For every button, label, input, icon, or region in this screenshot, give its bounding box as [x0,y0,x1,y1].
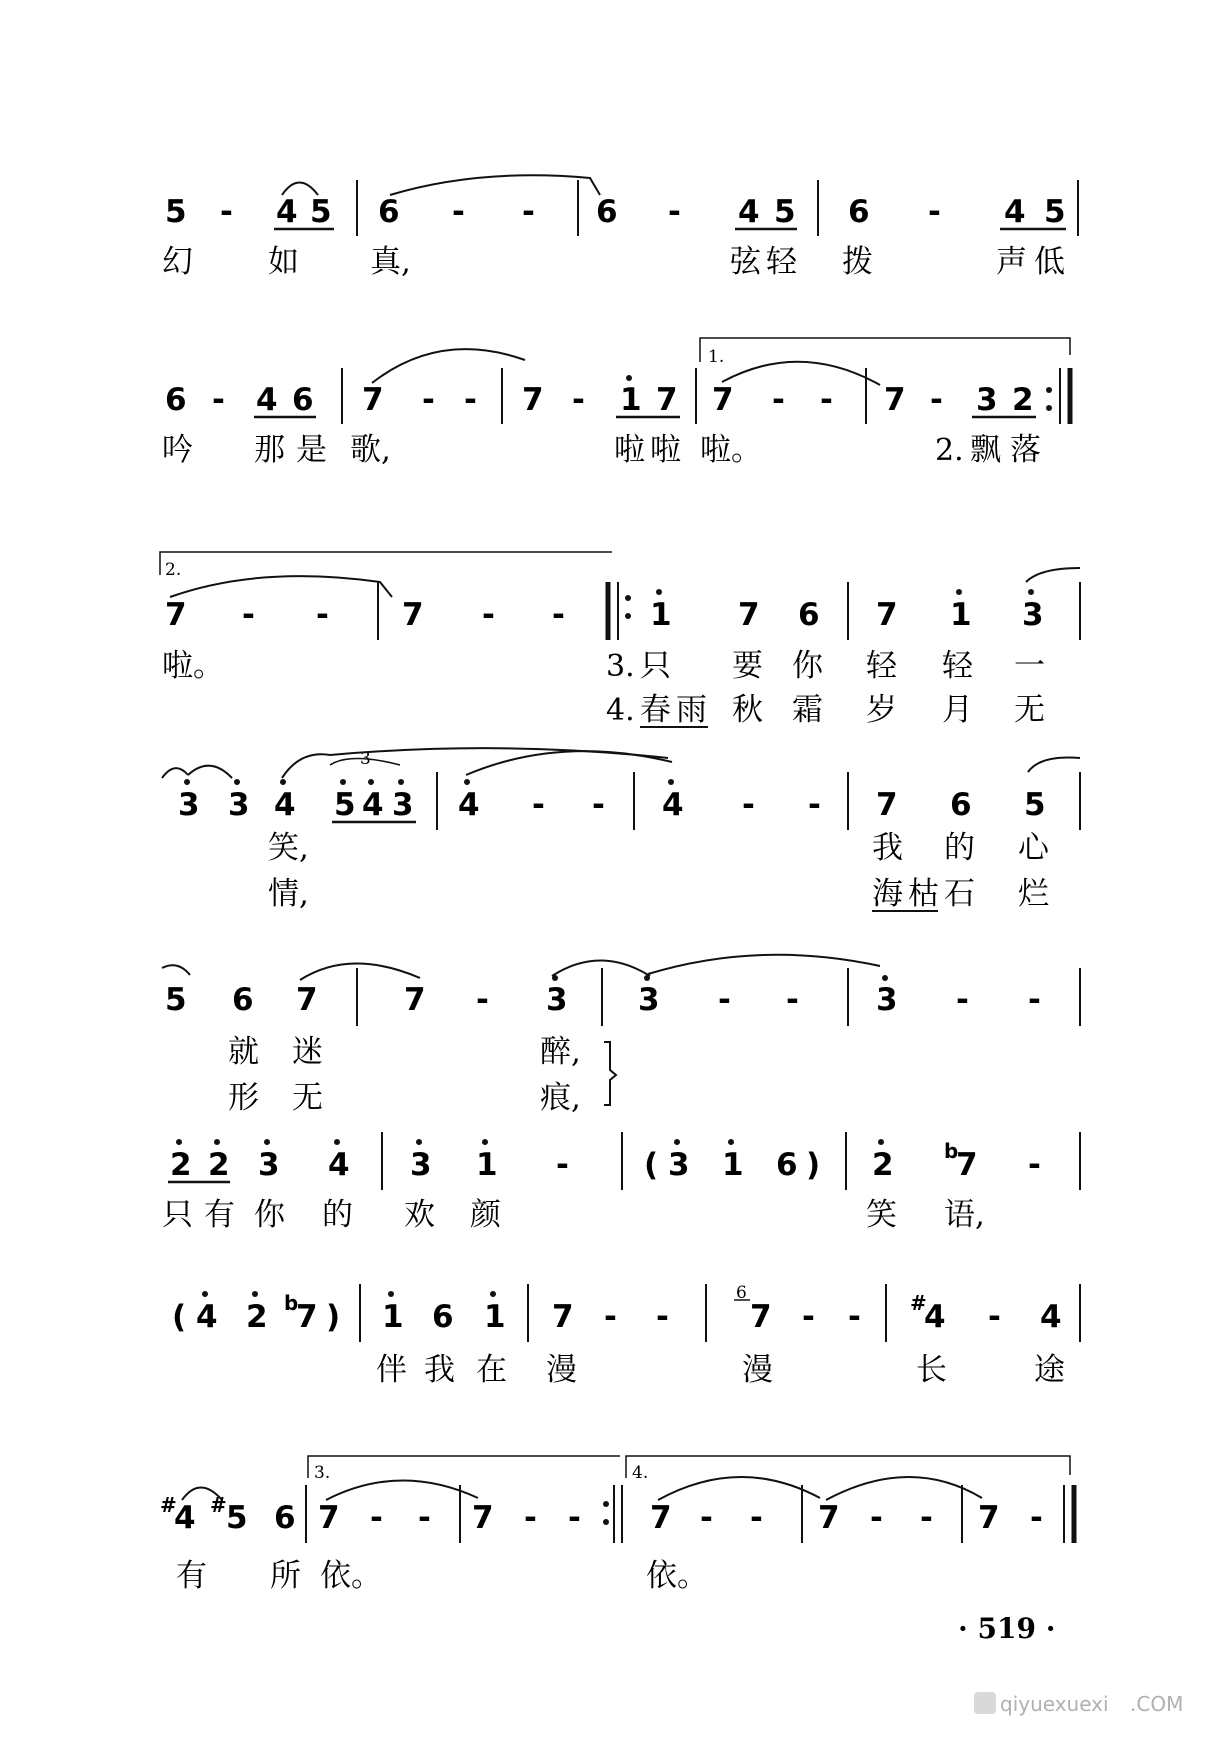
note: 4 [1040,1299,1062,1335]
lyric: 心 [1018,830,1049,866]
note: 1 [484,1299,506,1335]
watermark [974,1692,1183,1716]
note: - [920,1500,933,1536]
note: 7 [165,597,187,633]
note: 4 [1004,194,1026,230]
note: 6 [165,382,187,418]
note: 7 [318,1500,340,1536]
note: 5 [226,1500,248,1536]
note: - [820,382,833,418]
note: - [418,1500,431,1536]
lyric: 你 [792,648,823,684]
note: - [988,1299,1001,1335]
note: 3 [976,382,998,418]
note: 5 [774,194,796,230]
lyric: 真, [370,244,411,280]
lyric: 啦 [614,432,645,468]
lyric: 依。 [646,1558,708,1594]
note: - [452,194,465,230]
note: 7 [296,982,318,1018]
note: - [316,597,329,633]
lyric: 轻 [766,244,797,280]
verse-number: 4. [606,693,635,728]
lyric: 无 [292,1080,323,1116]
note: - [572,382,585,418]
lyric: 语, [944,1197,985,1233]
note: 7 [650,1500,672,1536]
note: 2 [246,1299,268,1335]
note: - [370,1500,383,1536]
note: 4 [256,382,278,418]
lyric: 情, [268,876,309,912]
line-2 [162,338,1070,468]
lyric: 弦 [730,244,761,280]
lyric: 迷 [292,1034,323,1070]
note: 1 [950,597,972,633]
note: 6 [432,1299,454,1335]
lyric: 形 [228,1080,259,1116]
watermark-brand: qiyuexuexi [1000,1692,1109,1716]
note: - [802,1299,815,1335]
lyric: 只 [640,648,671,684]
note: 2 [208,1147,230,1183]
note: 3 [392,787,414,823]
note: - [786,982,799,1018]
note: 4 [276,194,298,230]
lyric: 啦。 [162,648,224,684]
lyric: 无 [1014,692,1045,728]
lyric: 枯 [908,876,939,912]
line-3 [160,552,1080,728]
lyric: 你 [254,1197,285,1233]
note: 7 [402,597,424,633]
lyric: 月 [942,692,973,728]
note: 7 [522,382,544,418]
note: ) [806,1147,821,1183]
note: - [1030,1500,1043,1536]
lyric: 有 [176,1558,207,1594]
note: 5 [310,194,332,230]
note: - [718,982,731,1018]
lyric: 的 [944,830,975,866]
note: 2 [170,1147,192,1183]
lyric: 我 [872,830,903,866]
lyric: 在 [476,1352,507,1388]
verse-number: 2. [935,433,964,468]
note: 7 [876,597,898,633]
note: 1 [722,1147,744,1183]
note: - [870,1500,883,1536]
lyric: 漫 [742,1352,773,1388]
lyric: 霜 [792,692,823,728]
sharp-sign: # [160,1493,177,1517]
note: 7 [818,1500,840,1536]
note: - [604,1299,617,1335]
verse-number: 3. [606,649,635,684]
note: 3 [668,1147,690,1183]
note: 1 [382,1299,404,1335]
note: 7 [712,382,734,418]
note: - [220,194,233,230]
lyric: 雨 [676,692,707,728]
note: 4 [362,787,384,823]
note: - [464,382,477,418]
note: 3 [638,982,660,1018]
note: 7 [472,1500,494,1536]
note: 7 [956,1147,978,1183]
note: 6 [378,194,400,230]
note: 3 [178,787,200,823]
note: 6 [292,382,314,418]
flat-sign: b [944,1139,959,1163]
note: 6 [596,194,618,230]
lyric: 声 [996,244,1027,280]
lyric: 那 [254,432,285,468]
lyric: 伴 [376,1352,407,1388]
note: - [928,194,941,230]
note: 3 [1022,597,1044,633]
note: 4 [738,194,760,230]
page-number: · 519 · [958,1612,1056,1645]
note: 4 [924,1299,946,1335]
lyric: 就 [228,1034,259,1070]
note: 4 [662,787,684,823]
lyric: 幻 [162,244,193,280]
triplet-mark: 3 [360,749,371,769]
note: 7 [656,382,678,418]
volta-label: 2. [165,560,182,580]
note: 4 [274,787,296,823]
note: - [476,982,489,1018]
note: 3 [546,982,568,1018]
lyric: 途 [1034,1352,1065,1388]
note: - [212,382,225,418]
note: - [522,194,535,230]
note: ( [644,1147,659,1183]
watermark-suffix: .COM [1130,1692,1184,1716]
line-5 [162,955,1080,1116]
line-8 [160,1456,1074,1594]
lyric: 所 [270,1558,301,1594]
note: - [848,1299,861,1335]
lyric: 要 [732,648,763,684]
lyric: 我 [424,1352,455,1388]
watermark-logo-icon [974,1692,996,1714]
volta-label: 4. [632,1463,649,1483]
note: 7 [296,1299,318,1335]
note: - [552,597,565,633]
note: 3 [410,1147,432,1183]
lyric: 是 [296,432,327,468]
volta-label: 1. [708,347,725,367]
note: - [556,1147,569,1183]
note: 6 [776,1147,798,1183]
note: 7 [362,382,384,418]
note: 3 [876,982,898,1018]
note: 1 [650,597,672,633]
flat-sign: b [284,1291,299,1315]
note: - [742,787,755,823]
note: - [1028,1147,1041,1183]
note: 7 [738,597,760,633]
note: 5 [334,787,356,823]
lyric: 笑, [268,830,309,866]
note: 5 [1024,787,1046,823]
lyric: 吟 [162,432,193,468]
note: 5 [165,194,187,230]
note: 3 [258,1147,280,1183]
note: 7 [884,382,906,418]
note: 2 [872,1147,894,1183]
note: 7 [750,1299,772,1335]
note: - [668,194,681,230]
sharp-sign: # [210,1493,227,1517]
note: - [656,1299,669,1335]
note: - [524,1500,537,1536]
note: 7 [552,1299,574,1335]
note: ) [326,1299,341,1335]
line-1 [162,175,1078,280]
lyric: 醉, [540,1034,581,1070]
note: 1 [620,382,642,418]
note: 6 [274,1500,296,1536]
lyric: 低 [1034,244,1065,280]
lyric: 欢 [404,1197,435,1233]
note: - [930,382,943,418]
lyric: 如 [268,244,299,280]
lyric: 飘 [970,432,1001,468]
note: 4 [328,1147,350,1183]
note: 4 [196,1299,218,1335]
lyric: 漫 [546,1352,577,1388]
note: 5 [1044,194,1066,230]
note: - [568,1500,581,1536]
lyric: 落 [1010,432,1041,468]
lyric: 歌, [350,432,391,468]
note: 7 [404,982,426,1018]
lyric: 轻 [942,648,973,684]
note: - [1028,982,1041,1018]
note: 2 [1012,382,1034,418]
lyric: 啦。 [700,432,762,468]
note: - [808,787,821,823]
lyric: 海 [872,876,903,912]
note: 4 [174,1500,196,1536]
note: - [956,982,969,1018]
note: 7 [978,1500,1000,1536]
note: - [242,597,255,633]
note: 6 [232,982,254,1018]
lyric: 石 [944,876,975,912]
note: 4 [458,787,480,823]
lyric: 痕, [540,1080,581,1116]
note: - [532,787,545,823]
line-6 [162,1132,1080,1233]
lyric: 岁 [866,692,897,728]
note: 6 [950,787,972,823]
note: 3 [228,787,250,823]
lyric: 有 [204,1197,235,1233]
lyric: 秋 [732,692,763,728]
note: - [750,1500,763,1536]
grace-note: 6 [736,1283,747,1303]
line-4 [162,748,1080,912]
lyric: 春 [640,692,671,728]
lyric: 只 [162,1197,193,1233]
lyric: 的 [322,1197,353,1233]
note: 6 [798,597,820,633]
lyric: 烂 [1018,876,1049,912]
lyric: 轻 [866,648,897,684]
lyric: 颜 [470,1197,501,1233]
note: 5 [165,982,187,1018]
note: - [592,787,605,823]
note: - [700,1500,713,1536]
note: - [772,382,785,418]
note: 7 [876,787,898,823]
lyric: 啦 [650,432,681,468]
note: 1 [476,1147,498,1183]
lyric: 笑 [866,1197,897,1233]
volta-label: 3. [314,1463,331,1483]
line-7 [172,1283,1080,1388]
lyric: 长 [916,1352,947,1388]
lyric: 一 [1014,648,1045,684]
note: ( [172,1299,187,1335]
note: 6 [848,194,870,230]
lyric: 拨 [842,244,873,280]
note: - [422,382,435,418]
sharp-sign: # [910,1291,927,1315]
note: - [482,597,495,633]
lyric: 依。 [320,1558,382,1594]
